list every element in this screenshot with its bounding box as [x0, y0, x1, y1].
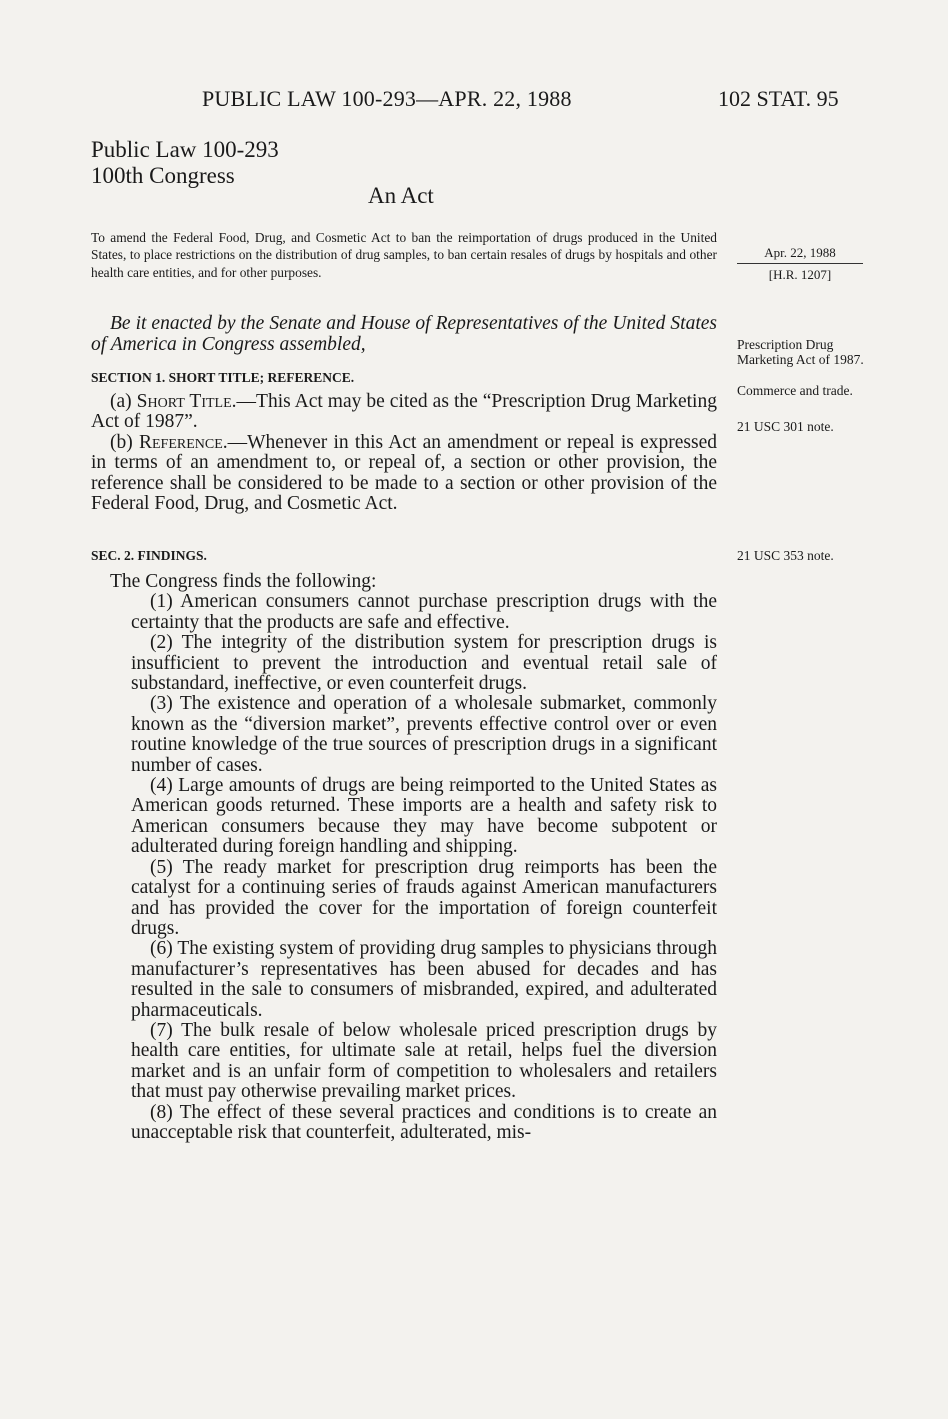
stat-page-reference: 102 STAT. 95 — [718, 86, 839, 111]
finding-item: (6) The existing system of providing drug samples to physicians through manufacturer’s representatives has been abused for decades and has resulted in the sale to consumers of misbranded, expired, and adulterated pharmaceuticals. — [131, 938, 717, 1021]
finding-item: (2) The integrity of the distribution system for prescription drugs is insufficient to prevent the introduction and eventual retail sale of substandard, ineffective, or even counterfeit drugs. — [131, 632, 717, 695]
enactment-date-block — [737, 242, 863, 285]
margin-note-usc-1: 21 USC 301 note. — [737, 419, 834, 434]
findings-list — [91, 572, 717, 1143]
purpose-clause: To amend the Federal Food, Drug, and Cosmetic Act to ban the reimportation of drugs produced in the United States, to place restrictions on the distribution of drug samples, to ban certain resales of drugs by hospitals and other health care entities, and for other purposes. — [91, 230, 717, 280]
findings-lead: The Congress finds the following: — [110, 571, 377, 592]
subsection-b — [91, 433, 717, 515]
margin-note-commerce: Commerce and trade. — [737, 383, 853, 398]
finding-item: (8) The effect of these several practices and conditions is to create an unacceptable risk that counterfeit, adulterated, mis- — [131, 1101, 717, 1143]
enactment-date: Apr. 22, 1988 — [737, 242, 863, 264]
congress-number: 100th Congress — [91, 163, 235, 188]
subsection-b-text: .—Whenever in this Act an amendment or repeal is expressed in terms of an amendment to, or repeal of, a section or other provision, the reference shall be considered to be made to a section or other provision of the Federal Food, Drug, and Cosmetic Act. — [91, 431, 717, 515]
act-heading: An Act — [368, 183, 434, 208]
section-2-heading: SEC. 2. FINDINGS. — [91, 548, 207, 563]
margin-note-short-title: Prescription Drug Marketing Act of 1987. — [737, 337, 864, 367]
finding-item: (5) The ready market for prescription drug reimports has been the catalyst for a continuing series of frauds against American manufacturers and has provided the cover for the importation of foreign counterfeit drugs. — [131, 856, 717, 939]
enacting-clause: Be it enacted by the Senate and House of Representatives of the United States of America in Congress assembled, — [91, 313, 717, 355]
finding-item: (3) The existence and operation of a wholesale submarket, commonly known as the “diversion market”, prevents effective control over or even routine knowledge of the true sources of prescription drugs in a significant number of cases. — [131, 693, 717, 776]
subsection-a-label: (a) — [110, 391, 137, 412]
finding-item: (4) Large amounts of drugs are being reimported to the United States as American goods returned. These imports are a health and safety risk to American consumers because they may have become subpotent or adulterated during foreign handling and shipping. — [131, 775, 717, 858]
subsection-b-caption: Reference — [138, 431, 223, 453]
subsection-a — [91, 392, 717, 433]
subsection-a-caption: Short Title — [136, 391, 232, 412]
section-1-heading: SECTION 1. SHORT TITLE; REFERENCE. — [91, 370, 355, 385]
bill-number: [H.R. 1207] — [768, 267, 832, 282]
running-head: PUBLIC LAW 100-293—APR. 22, 1988 — [202, 86, 572, 111]
section-1-body — [91, 392, 717, 514]
finding-item: (1) American consumers cannot purchase prescription drugs with the certainty that the products are safe and effective. — [131, 591, 717, 633]
subsection-a-text: .—This Act may be cited as the “Prescription Drug Marketing Act of 1987”. — [91, 391, 717, 433]
finding-item: (7) The bulk resale of below wholesale priced prescription drugs by health care entities, for ultimate sale at retail, helps fuel the diversion market and is an unfair form of competition to wholesalers and retailers that must pay otherwise prevailing market prices. — [131, 1019, 717, 1103]
subsection-b-label: (b) — [110, 431, 139, 453]
margin-note-usc-2: 21 USC 353 note. — [737, 548, 834, 563]
public-law-number: Public Law 100-293 — [91, 137, 279, 162]
public-law-title — [91, 137, 279, 189]
